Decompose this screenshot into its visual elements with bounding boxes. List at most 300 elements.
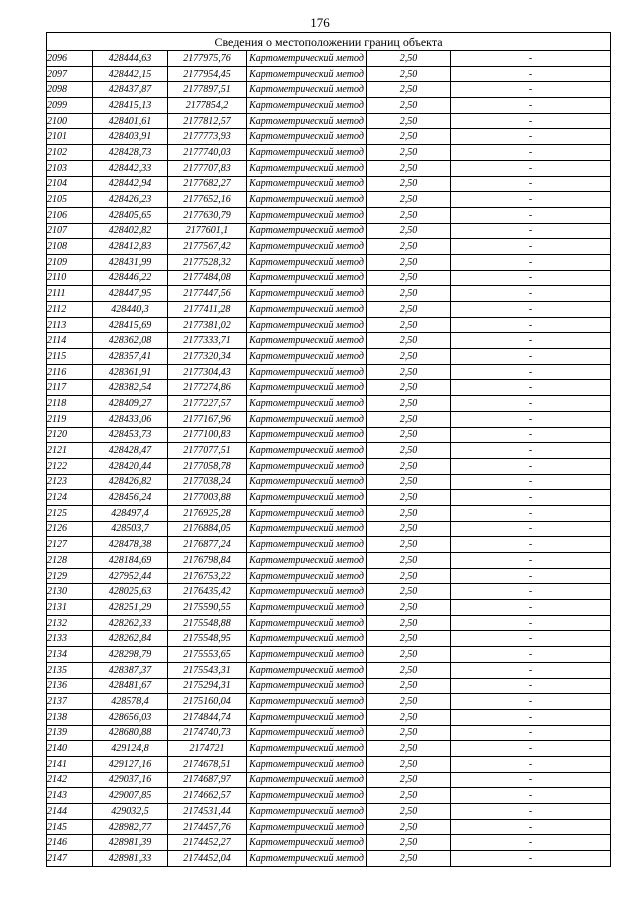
- point-number-cell: 2111: [47, 286, 93, 302]
- description-cell: -: [451, 851, 611, 867]
- coordinate-x-cell: 428680,88: [93, 725, 168, 741]
- description-cell: -: [451, 82, 611, 98]
- coordinate-y-cell: 2175590,55: [168, 600, 247, 616]
- precision-cell: 2,50: [367, 568, 451, 584]
- point-number-cell: 2107: [47, 223, 93, 239]
- table-row: [47, 474, 611, 490]
- precision-cell: 2,50: [367, 819, 451, 835]
- coordinate-x-cell: 428426,82: [93, 474, 168, 490]
- precision-cell: 2,50: [367, 98, 451, 114]
- coordinate-y-cell: 2174457,76: [168, 819, 247, 835]
- description-cell: -: [451, 349, 611, 365]
- description-cell: -: [451, 584, 611, 600]
- point-number-cell: 2147: [47, 851, 93, 867]
- coordinate-x-cell: 428981,39: [93, 835, 168, 851]
- coordinate-x-cell: 428420,44: [93, 458, 168, 474]
- coordinate-x-cell: 428387,37: [93, 662, 168, 678]
- description-cell: -: [451, 490, 611, 506]
- description-cell: -: [451, 364, 611, 380]
- point-number-cell: 2109: [47, 254, 93, 270]
- description-cell: -: [451, 176, 611, 192]
- coordinate-x-cell: 428409,27: [93, 396, 168, 412]
- coordinate-x-cell: 429124,8: [93, 741, 168, 757]
- precision-cell: 2,50: [367, 772, 451, 788]
- coordinate-x-cell: 428431,99: [93, 254, 168, 270]
- precision-cell: 2,50: [367, 474, 451, 490]
- method-cell: Картометрический метод: [247, 537, 367, 553]
- description-cell: -: [451, 286, 611, 302]
- coordinate-y-cell: 2175543,31: [168, 662, 247, 678]
- table-row: [47, 772, 611, 788]
- precision-cell: 2,50: [367, 113, 451, 129]
- coordinate-y-cell: 2177381,02: [168, 317, 247, 333]
- precision-cell: 2,50: [367, 647, 451, 663]
- table-row: [47, 427, 611, 443]
- coordinate-x-cell: 428262,33: [93, 615, 168, 631]
- point-number-cell: 2096: [47, 51, 93, 67]
- table-row: [47, 270, 611, 286]
- precision-cell: 2,50: [367, 129, 451, 145]
- coordinate-y-cell: 2177274,86: [168, 380, 247, 396]
- precision-cell: 2,50: [367, 160, 451, 176]
- coordinate-x-cell: 428444,63: [93, 51, 168, 67]
- point-number-cell: 2105: [47, 192, 93, 208]
- coordinate-y-cell: 2177812,57: [168, 113, 247, 129]
- description-cell: -: [451, 709, 611, 725]
- table-row: [47, 851, 611, 867]
- point-number-cell: 2108: [47, 239, 93, 255]
- coordinate-y-cell: 2177484,08: [168, 270, 247, 286]
- table-row: [47, 694, 611, 710]
- coordinate-x-cell: 428578,4: [93, 694, 168, 710]
- method-cell: Картометрический метод: [247, 756, 367, 772]
- coordinate-x-cell: 428405,65: [93, 207, 168, 223]
- table-row: [47, 317, 611, 333]
- coordinate-x-cell: 429037,16: [93, 772, 168, 788]
- coordinate-y-cell: 2177740,03: [168, 145, 247, 161]
- method-cell: Картометрический метод: [247, 129, 367, 145]
- precision-cell: 2,50: [367, 678, 451, 694]
- coordinate-y-cell: 2175548,88: [168, 615, 247, 631]
- boundary-coordinates-table: [46, 32, 611, 867]
- point-number-cell: 2132: [47, 615, 93, 631]
- method-cell: Картометрический метод: [247, 51, 367, 67]
- method-cell: Картометрический метод: [247, 160, 367, 176]
- table-row: [47, 98, 611, 114]
- coordinate-y-cell: 2175294,31: [168, 678, 247, 694]
- method-cell: Картометрический метод: [247, 709, 367, 725]
- point-number-cell: 2106: [47, 207, 93, 223]
- table-row: [47, 223, 611, 239]
- coordinate-y-cell: 2177897,51: [168, 82, 247, 98]
- table-row: [47, 254, 611, 270]
- page-number: 176: [310, 15, 330, 30]
- point-number-cell: 2104: [47, 176, 93, 192]
- point-number-cell: 2114: [47, 333, 93, 349]
- coordinate-y-cell: 2176877,24: [168, 537, 247, 553]
- coordinate-x-cell: 428412,83: [93, 239, 168, 255]
- coordinate-y-cell: 2176435,42: [168, 584, 247, 600]
- coordinate-x-cell: 429007,85: [93, 788, 168, 804]
- point-number-cell: 2115: [47, 349, 93, 365]
- description-cell: -: [451, 505, 611, 521]
- coordinate-y-cell: 2174687,97: [168, 772, 247, 788]
- table-row: [47, 819, 611, 835]
- description-cell: -: [451, 192, 611, 208]
- table-row: [47, 568, 611, 584]
- precision-cell: 2,50: [367, 286, 451, 302]
- point-number-cell: 2123: [47, 474, 93, 490]
- coordinate-y-cell: 2176753,22: [168, 568, 247, 584]
- description-cell: -: [451, 725, 611, 741]
- method-cell: Картометрический метод: [247, 223, 367, 239]
- method-cell: Картометрический метод: [247, 176, 367, 192]
- point-number-cell: 2139: [47, 725, 93, 741]
- point-number-cell: 2121: [47, 443, 93, 459]
- table-row: [47, 835, 611, 851]
- point-number-cell: 2127: [47, 537, 93, 553]
- point-number-cell: 2122: [47, 458, 93, 474]
- description-cell: -: [451, 66, 611, 82]
- table-row: [47, 505, 611, 521]
- precision-cell: 2,50: [367, 51, 451, 67]
- point-number-cell: 2137: [47, 694, 93, 710]
- description-cell: -: [451, 145, 611, 161]
- coordinate-y-cell: 2177630,79: [168, 207, 247, 223]
- precision-cell: 2,50: [367, 537, 451, 553]
- precision-cell: 2,50: [367, 349, 451, 365]
- point-number-cell: 2116: [47, 364, 93, 380]
- method-cell: Картометрический метод: [247, 270, 367, 286]
- description-cell: -: [451, 600, 611, 616]
- coordinate-x-cell: 428415,69: [93, 317, 168, 333]
- coordinate-x-cell: 428184,69: [93, 553, 168, 569]
- method-cell: Картометрический метод: [247, 145, 367, 161]
- precision-cell: 2,50: [367, 443, 451, 459]
- method-cell: Картометрический метод: [247, 741, 367, 757]
- table-row: [47, 302, 611, 318]
- point-number-cell: 2101: [47, 129, 93, 145]
- method-cell: Картометрический метод: [247, 662, 367, 678]
- coordinate-x-cell: 428442,15: [93, 66, 168, 82]
- method-cell: Картометрический метод: [247, 443, 367, 459]
- precision-cell: 2,50: [367, 270, 451, 286]
- table-title-row: [47, 33, 611, 51]
- method-cell: Картометрический метод: [247, 615, 367, 631]
- coordinate-y-cell: 2177773,93: [168, 129, 247, 145]
- precision-cell: 2,50: [367, 756, 451, 772]
- coordinate-y-cell: 2174531,44: [168, 804, 247, 820]
- table-row: [47, 662, 611, 678]
- coordinate-y-cell: 2177601,1: [168, 223, 247, 239]
- method-cell: Картометрический метод: [247, 458, 367, 474]
- table-row: [47, 521, 611, 537]
- coordinate-x-cell: 428262,84: [93, 631, 168, 647]
- point-number-cell: 2117: [47, 380, 93, 396]
- table-row: [47, 709, 611, 725]
- description-cell: -: [451, 458, 611, 474]
- coordinate-y-cell: 2177320,34: [168, 349, 247, 365]
- coordinate-x-cell: 428402,82: [93, 223, 168, 239]
- method-cell: Картометрический метод: [247, 239, 367, 255]
- description-cell: -: [451, 741, 611, 757]
- coordinate-y-cell: 2176798,84: [168, 553, 247, 569]
- precision-cell: 2,50: [367, 631, 451, 647]
- point-number-cell: 2118: [47, 396, 93, 412]
- precision-cell: 2,50: [367, 364, 451, 380]
- coordinate-x-cell: 428433,06: [93, 411, 168, 427]
- table-row: [47, 615, 611, 631]
- table-row: [47, 396, 611, 412]
- table-row: [47, 631, 611, 647]
- precision-cell: 2,50: [367, 302, 451, 318]
- table-row: [47, 364, 611, 380]
- coordinate-y-cell: 2176884,05: [168, 521, 247, 537]
- table-row: [47, 160, 611, 176]
- coordinate-x-cell: 428361,91: [93, 364, 168, 380]
- coordinate-x-cell: 428426,23: [93, 192, 168, 208]
- description-cell: -: [451, 207, 611, 223]
- point-number-cell: 2125: [47, 505, 93, 521]
- table-title: Сведения о местоположении границ объекта: [47, 33, 611, 51]
- description-cell: -: [451, 788, 611, 804]
- method-cell: Картометрический метод: [247, 380, 367, 396]
- method-cell: Картометрический метод: [247, 66, 367, 82]
- coordinate-x-cell: 428442,33: [93, 160, 168, 176]
- coordinate-x-cell: 428362,08: [93, 333, 168, 349]
- precision-cell: 2,50: [367, 741, 451, 757]
- table-row: [47, 380, 611, 396]
- coordinate-x-cell: 428503,7: [93, 521, 168, 537]
- method-cell: Картометрический метод: [247, 631, 367, 647]
- description-cell: -: [451, 521, 611, 537]
- table-row: [47, 537, 611, 553]
- table-row: [47, 584, 611, 600]
- coordinate-y-cell: 2177038,24: [168, 474, 247, 490]
- coordinate-x-cell: 428981,33: [93, 851, 168, 867]
- description-cell: -: [451, 443, 611, 459]
- table-row: [47, 207, 611, 223]
- coordinate-x-cell: 428478,38: [93, 537, 168, 553]
- point-number-cell: 2138: [47, 709, 93, 725]
- table-row: [47, 192, 611, 208]
- method-cell: Картометрический метод: [247, 302, 367, 318]
- description-cell: -: [451, 772, 611, 788]
- coordinate-x-cell: 428656,03: [93, 709, 168, 725]
- table-row: [47, 113, 611, 129]
- precision-cell: 2,50: [367, 380, 451, 396]
- method-cell: Картометрический метод: [247, 98, 367, 114]
- coordinate-x-cell: 428025,63: [93, 584, 168, 600]
- coordinate-x-cell: 428428,47: [93, 443, 168, 459]
- coordinate-x-cell: 428437,87: [93, 82, 168, 98]
- point-number-cell: 2140: [47, 741, 93, 757]
- table-row: [47, 239, 611, 255]
- coordinate-x-cell: 428401,61: [93, 113, 168, 129]
- method-cell: Картометрический метод: [247, 490, 367, 506]
- description-cell: -: [451, 615, 611, 631]
- point-number-cell: 2136: [47, 678, 93, 694]
- method-cell: Картометрический метод: [247, 254, 367, 270]
- coordinate-y-cell: 2177411,28: [168, 302, 247, 318]
- method-cell: Картометрический метод: [247, 568, 367, 584]
- point-number-cell: 2126: [47, 521, 93, 537]
- description-cell: -: [451, 98, 611, 114]
- point-number-cell: 2129: [47, 568, 93, 584]
- precision-cell: 2,50: [367, 725, 451, 741]
- coordinate-x-cell: 428357,41: [93, 349, 168, 365]
- coordinate-y-cell: 2175160,04: [168, 694, 247, 710]
- method-cell: Картометрический метод: [247, 521, 367, 537]
- description-cell: -: [451, 474, 611, 490]
- description-cell: -: [451, 302, 611, 318]
- table-row: [47, 725, 611, 741]
- precision-cell: 2,50: [367, 396, 451, 412]
- coordinate-y-cell: 2177652,16: [168, 192, 247, 208]
- method-cell: Картометрический метод: [247, 788, 367, 804]
- coordinate-y-cell: 2177227,57: [168, 396, 247, 412]
- precision-cell: 2,50: [367, 176, 451, 192]
- precision-cell: 2,50: [367, 427, 451, 443]
- table-row: [47, 553, 611, 569]
- coordinate-y-cell: 2177304,43: [168, 364, 247, 380]
- coordinate-x-cell: 428982,77: [93, 819, 168, 835]
- description-cell: -: [451, 553, 611, 569]
- point-number-cell: 2100: [47, 113, 93, 129]
- method-cell: Картометрический метод: [247, 82, 367, 98]
- coordinate-y-cell: 2177333,71: [168, 333, 247, 349]
- precision-cell: 2,50: [367, 788, 451, 804]
- precision-cell: 2,50: [367, 82, 451, 98]
- coordinate-y-cell: 2177682,27: [168, 176, 247, 192]
- point-number-cell: 2141: [47, 756, 93, 772]
- description-cell: -: [451, 804, 611, 820]
- table-row: [47, 82, 611, 98]
- description-cell: -: [451, 380, 611, 396]
- table-row: [47, 678, 611, 694]
- description-cell: -: [451, 396, 611, 412]
- point-number-cell: 2135: [47, 662, 93, 678]
- method-cell: Картометрический метод: [247, 113, 367, 129]
- description-cell: -: [451, 647, 611, 663]
- method-cell: Картометрический метод: [247, 286, 367, 302]
- coordinate-x-cell: 428447,95: [93, 286, 168, 302]
- method-cell: Картометрический метод: [247, 396, 367, 412]
- method-cell: Картометрический метод: [247, 647, 367, 663]
- table-row: [47, 490, 611, 506]
- coordinate-y-cell: 2175553,65: [168, 647, 247, 663]
- method-cell: Картометрический метод: [247, 349, 367, 365]
- table-row: [47, 647, 611, 663]
- point-number-cell: 2146: [47, 835, 93, 851]
- precision-cell: 2,50: [367, 333, 451, 349]
- coordinate-y-cell: 2177167,96: [168, 411, 247, 427]
- description-cell: -: [451, 160, 611, 176]
- coordinate-y-cell: 2177100,83: [168, 427, 247, 443]
- coordinate-y-cell: 2177707,83: [168, 160, 247, 176]
- precision-cell: 2,50: [367, 66, 451, 82]
- table-row: [47, 129, 611, 145]
- coordinate-y-cell: 2177058,78: [168, 458, 247, 474]
- point-number-cell: 2113: [47, 317, 93, 333]
- table-row: [47, 741, 611, 757]
- point-number-cell: 2124: [47, 490, 93, 506]
- method-cell: Картометрический метод: [247, 505, 367, 521]
- coordinate-y-cell: 2175548,95: [168, 631, 247, 647]
- table-row: [47, 756, 611, 772]
- method-cell: Картометрический метод: [247, 207, 367, 223]
- point-number-cell: 2144: [47, 804, 93, 820]
- precision-cell: 2,50: [367, 490, 451, 506]
- method-cell: Картометрический метод: [247, 427, 367, 443]
- precision-cell: 2,50: [367, 207, 451, 223]
- coordinate-x-cell: 428298,79: [93, 647, 168, 663]
- point-number-cell: 2143: [47, 788, 93, 804]
- table-row: [47, 443, 611, 459]
- method-cell: Картометрический метод: [247, 192, 367, 208]
- method-cell: Картометрический метод: [247, 835, 367, 851]
- point-number-cell: 2128: [47, 553, 93, 569]
- description-cell: -: [451, 678, 611, 694]
- coordinate-x-cell: 428382,54: [93, 380, 168, 396]
- precision-cell: 2,50: [367, 254, 451, 270]
- coordinate-y-cell: 2177954,45: [168, 66, 247, 82]
- coordinate-y-cell: 2177077,51: [168, 443, 247, 459]
- description-cell: -: [451, 254, 611, 270]
- coordinate-y-cell: 2174452,27: [168, 835, 247, 851]
- precision-cell: 2,50: [367, 521, 451, 537]
- table-row: [47, 286, 611, 302]
- point-number-cell: 2133: [47, 631, 93, 647]
- method-cell: Картометрический метод: [247, 411, 367, 427]
- coordinate-y-cell: 2177528,32: [168, 254, 247, 270]
- table-row: [47, 458, 611, 474]
- precision-cell: 2,50: [367, 615, 451, 631]
- precision-cell: 2,50: [367, 192, 451, 208]
- method-cell: Картометрический метод: [247, 364, 367, 380]
- precision-cell: 2,50: [367, 835, 451, 851]
- coordinate-x-cell: 428440,3: [93, 302, 168, 318]
- point-number-cell: 2120: [47, 427, 93, 443]
- description-cell: -: [451, 835, 611, 851]
- table-row: [47, 788, 611, 804]
- coordinate-y-cell: 2174844,74: [168, 709, 247, 725]
- precision-cell: 2,50: [367, 804, 451, 820]
- table-body: [47, 51, 611, 867]
- point-number-cell: 2102: [47, 145, 93, 161]
- precision-cell: 2,50: [367, 600, 451, 616]
- point-number-cell: 2131: [47, 600, 93, 616]
- table-row: [47, 66, 611, 82]
- table-row: [47, 411, 611, 427]
- coordinate-y-cell: 2177003,88: [168, 490, 247, 506]
- table-row: [47, 600, 611, 616]
- point-number-cell: 2099: [47, 98, 93, 114]
- point-number-cell: 2142: [47, 772, 93, 788]
- method-cell: Картометрический метод: [247, 317, 367, 333]
- coordinate-x-cell: 428456,24: [93, 490, 168, 506]
- coordinate-x-cell: 428428,73: [93, 145, 168, 161]
- point-number-cell: 2145: [47, 819, 93, 835]
- coordinate-y-cell: 2177447,56: [168, 286, 247, 302]
- coordinate-y-cell: 2174721: [168, 741, 247, 757]
- coordinate-x-cell: 429032,5: [93, 804, 168, 820]
- method-cell: Картометрический метод: [247, 772, 367, 788]
- coordinate-y-cell: 2177854,2: [168, 98, 247, 114]
- coordinate-x-cell: 428497,4: [93, 505, 168, 521]
- description-cell: -: [451, 270, 611, 286]
- coordinate-y-cell: 2177975,76: [168, 51, 247, 67]
